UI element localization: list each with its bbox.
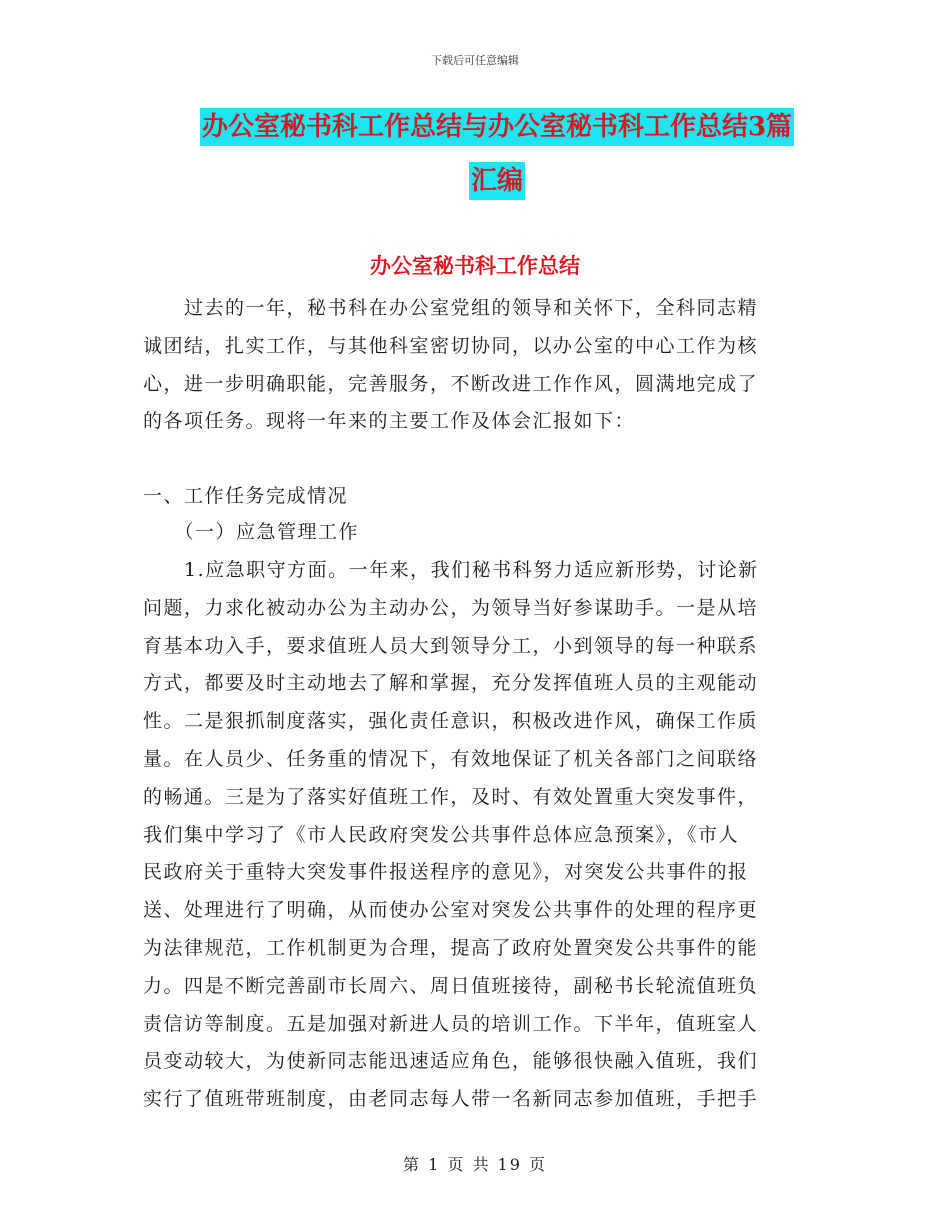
- text-line: 送、处理进行了明确，从而使办公室对突发公共事件的处理的程序更: [143, 899, 759, 922]
- emergency-duty-paragraph: [143, 552, 808, 1119]
- header-note: 下载后可任意编辑: [431, 54, 519, 67]
- text-line: 我们集中学习了《市人民政府突发公共事件总体应急预案》，《市人: [143, 823, 740, 846]
- heading-level-2: [143, 514, 808, 552]
- text-line: 过去的一年，秘书科在办公室党组的领导和关怀下，全科同志精: [143, 297, 759, 319]
- text-line: 诚团结，扎实工作，与其他科室密切协同，以办公室的中心工作为核: [143, 334, 759, 357]
- text-line: 员变动较大，为使新同志能迅速适应角色，能够很快融入值班，我们: [143, 1050, 759, 1073]
- text-line: 的各项任务。现将一年来的主要工作及体会汇报如下：: [143, 410, 636, 433]
- heading-level-1: [143, 478, 808, 516]
- section-title: 办公室秘书科工作总结: [370, 253, 580, 278]
- text-line: 1.应急职守方面。一年来，我们秘书科努力适应新形势，讨论新: [143, 559, 759, 581]
- heading-text: （一）应急管理工作: [143, 521, 360, 543]
- document-title: [192, 108, 802, 200]
- title-line-2: 汇编: [469, 162, 525, 200]
- text-line: 力。四是不断完善副市长周六、周日值班接待，副秘书长轮流值班负: [143, 974, 759, 997]
- text-line: 民政府关于重特大突发事件报送程序的意见》，对突发公共事件的报: [143, 861, 749, 884]
- text-line: 责信访等制度。五是加强对新进人员的培训工作。下半年，值班室人: [143, 1012, 759, 1035]
- text-line: 育基本功入手，要求值班人员大到领导分工，小到领导的每一种联系: [143, 634, 759, 657]
- heading-text: 一、工作任务完成情况: [143, 485, 349, 507]
- text-line: 问题，力求化被动办公为主动办公，为领导当好参谋助手。一是从培: [143, 596, 759, 619]
- text-line: 性。二是狠抓制度落实，强化责任意识，积极改进作风，确保工作质: [143, 710, 759, 733]
- text-line: 的畅通。三是为了落实好值班工作，及时、有效处置重大突发事件，: [143, 785, 759, 808]
- text-line: 方式，都要及时主动地去了解和掌握，充分发挥值班人员的主观能动: [143, 672, 759, 695]
- text-line: 为法律规范，工作机制更为合理，提高了政府处置突发公共事件的能: [143, 936, 759, 959]
- text-line: 量。在人员少、任务重的情况下，有效地保证了机关各部门之间联络: [143, 747, 759, 770]
- intro-paragraph: [143, 290, 808, 441]
- text-line: 心，进一步明确职能，完善服务，不断改进工作作风，圆满地完成了: [143, 372, 759, 395]
- text-line: 实行了值班带班制度，由老同志每人带一名新同志参加值班，手把手: [143, 1088, 759, 1111]
- title-line-1: 办公室秘书科工作总结与办公室秘书科工作总结3篇: [200, 108, 794, 146]
- page-footer: 第 1 页 共 19 页: [403, 1155, 547, 1174]
